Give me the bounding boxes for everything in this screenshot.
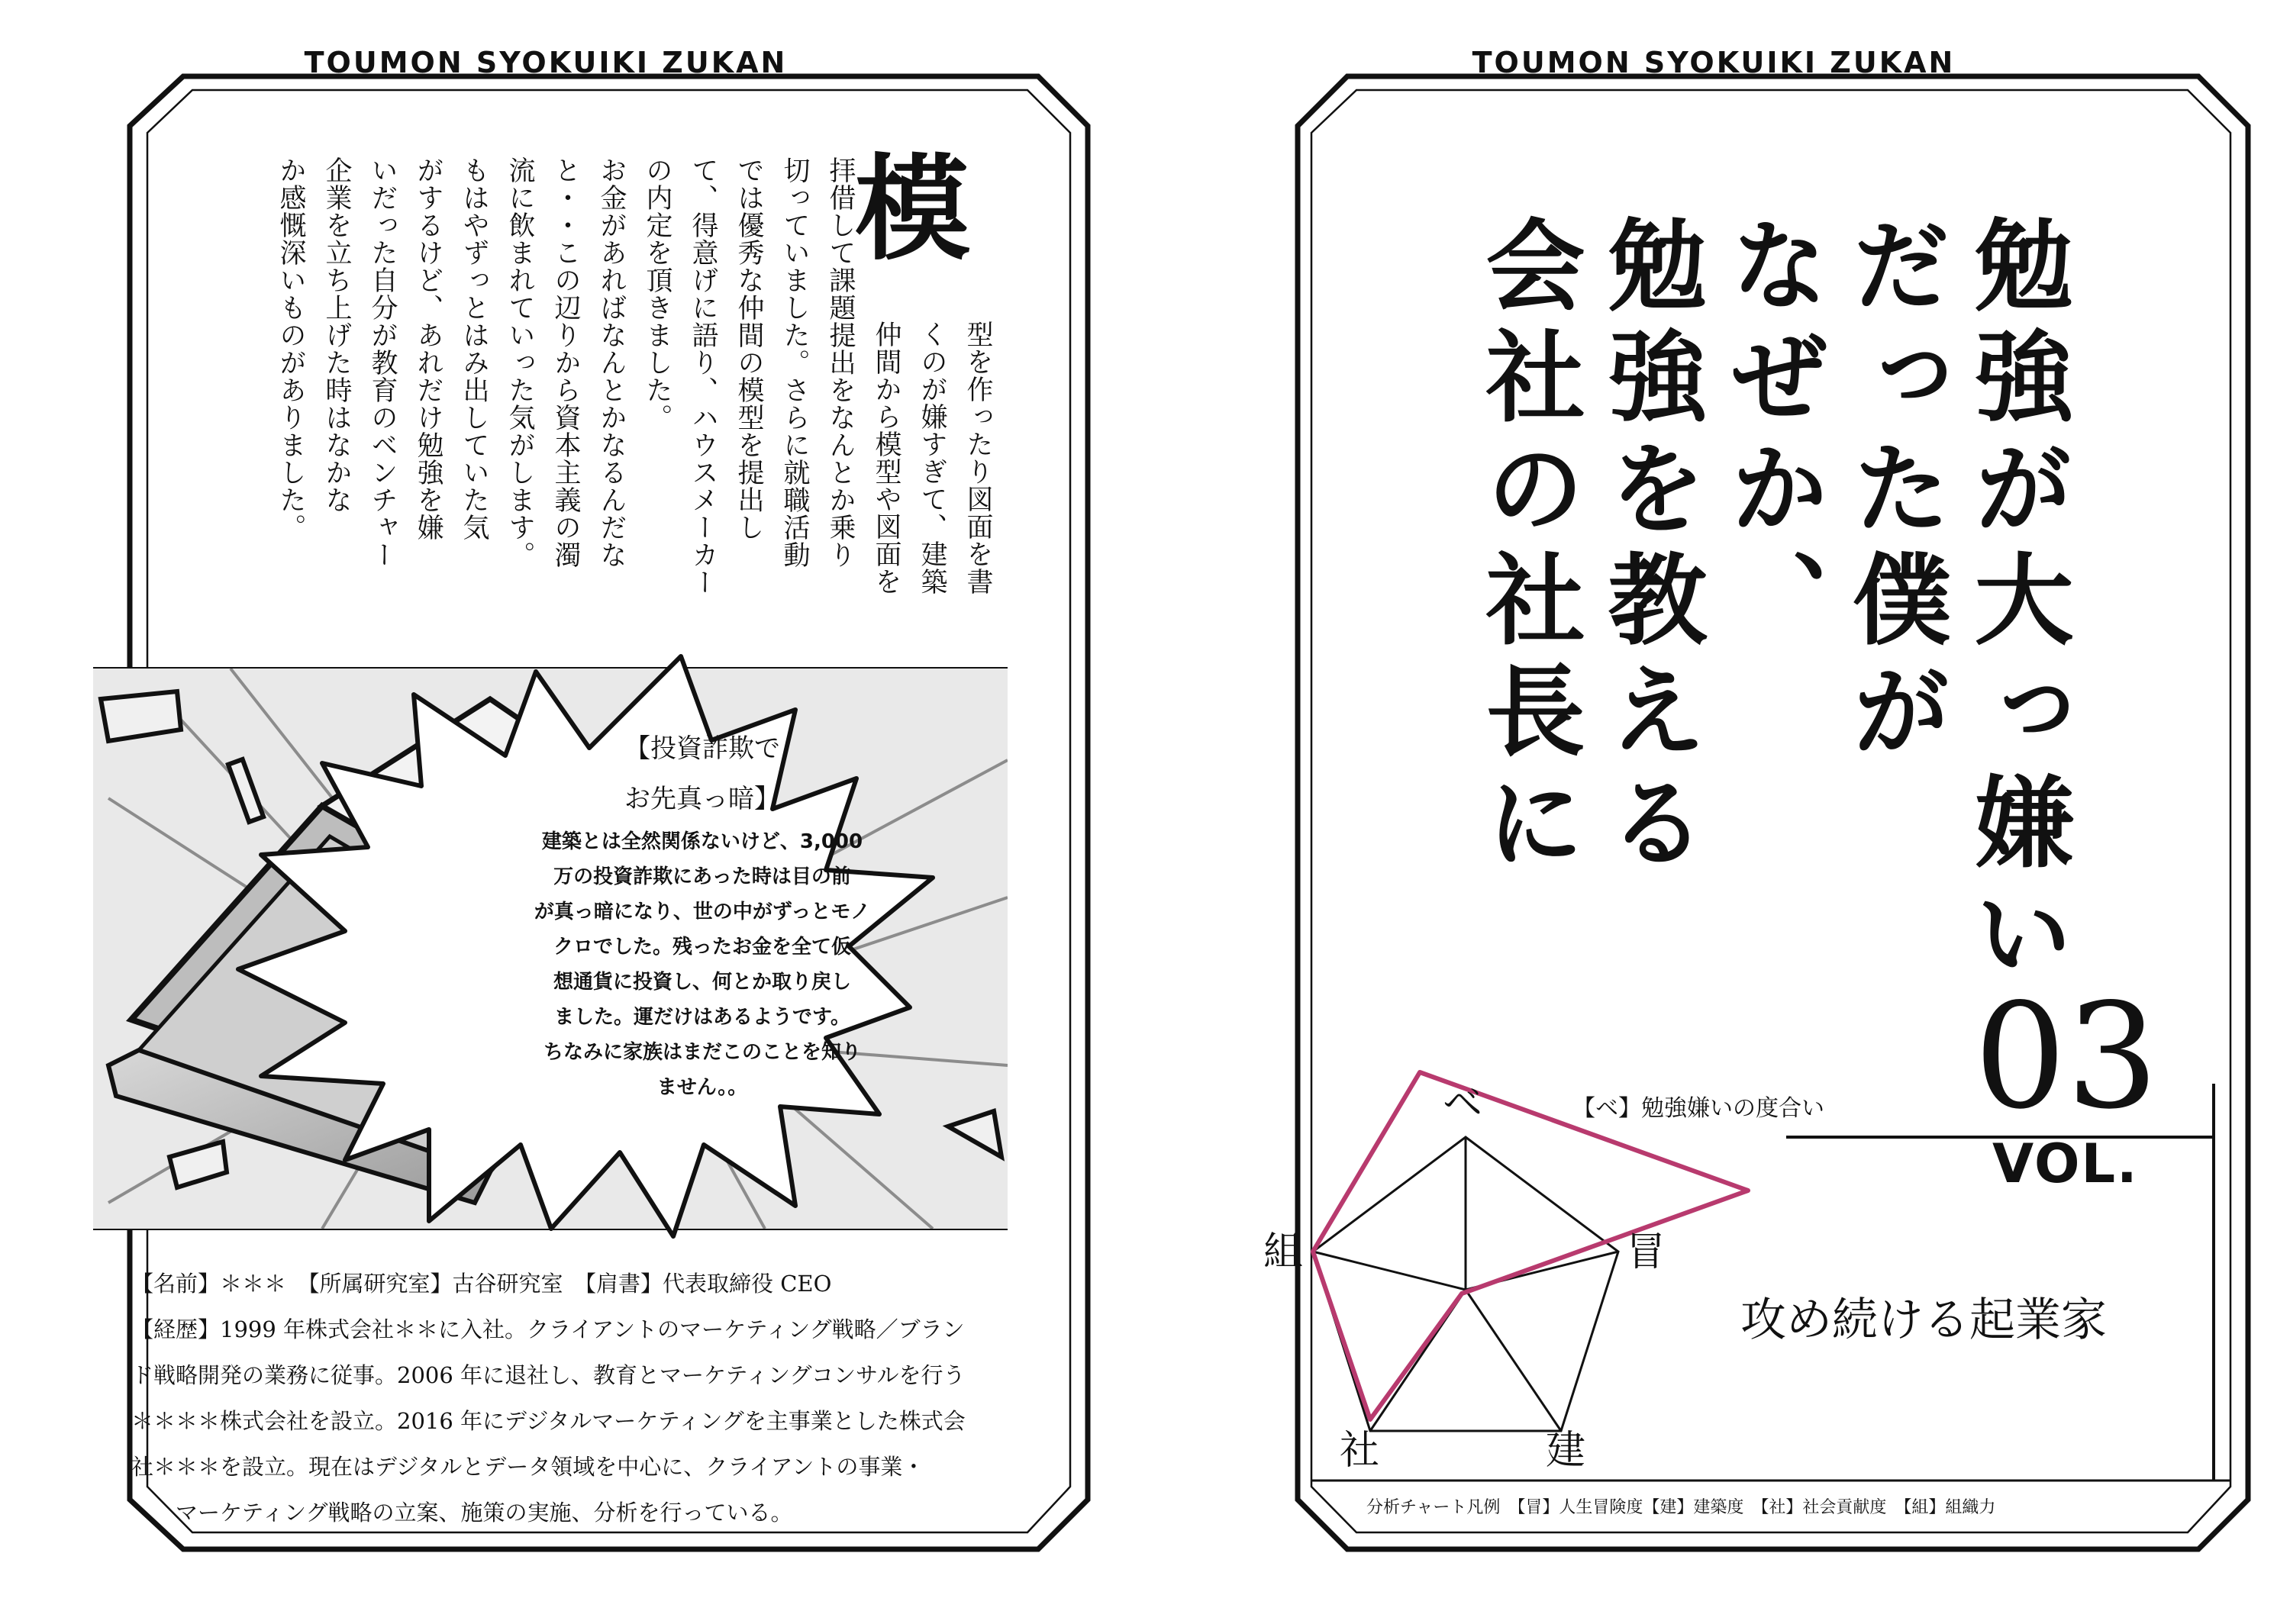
axis-label-so: 組 (1263, 1229, 1304, 1275)
radar-spoke (1313, 1252, 1466, 1290)
axis-label-sha: 社 (1340, 1428, 1380, 1474)
speech-body-line: 想通貨に投資し、何とか取り戻し (553, 971, 851, 994)
story-col: 企業を立ち上げた時はなかな (321, 156, 352, 514)
title-col-4: 勉強を教える (1592, 214, 1708, 882)
bio-line: ＊＊＊＊株式会社を設立。2016 年にデジタルマーケティングを主事業とした株式会 (131, 1408, 966, 1434)
title-col-1: 勉強が大っ嫌い (1958, 214, 2074, 994)
story-col: と・・この辺りから資本主義の濁 (550, 156, 581, 569)
bio-line: 社＊＊＊を設立。現在はデジタルとデータ領域を中心に、クライアントの事業・ (131, 1454, 925, 1480)
speech-title-line-1: 【投資詐欺で (624, 733, 780, 764)
bio-line: ド戦略開発の業務に従事。2006 年に退社し、教育とマーケティングコンサルを行う (131, 1362, 966, 1388)
story-col: お金があればなんとかなるんだな (596, 156, 627, 569)
bio-line: 【経歴】1999 年株式会社＊＊に入社。クライアントのマーケティング戦略／ブラン (131, 1316, 965, 1342)
story-col: て、得意げに語り、ハウスメーカー (688, 156, 718, 596)
title-col-5: 会社の社長に (1469, 214, 1585, 882)
story-col: か感慨深いものがありました。 (276, 156, 306, 541)
story-col: 型を作ったり図面を書 (963, 321, 993, 595)
story-col: いだった自分が教育のベンチャー (367, 156, 398, 569)
story-col: がするけど、あれだけ勉強を嫌 (413, 156, 443, 541)
story-col: 流に飲まれていった気がします。 (505, 156, 535, 569)
story-col: くのが嫌すぎて、建築 (917, 321, 947, 595)
be-legend: 【ベ】勉強嫌いの度合い (1572, 1095, 1824, 1122)
speech-body-line: ちなみに家族はまだこのことを知り (543, 1041, 861, 1064)
catchphrase: 攻め続ける起業家 (1740, 1294, 2107, 1347)
story-col: 仲間から模型や図面を (871, 321, 901, 595)
title-col-3: なぜか、 (1714, 214, 1830, 659)
speech-body-line: が真っ暗になり、世の中がずっとモノ (534, 901, 871, 923)
radar-spoke (1466, 1290, 1561, 1431)
speech-body-line: 建築とは全然関係ないけど、3,000 (541, 830, 863, 853)
bio-line: マーケティング戦略の立案、施策の実施、分析を行っている。 (131, 1500, 793, 1526)
right-header: TOUMON SYOKUIKI ZUKAN (1472, 46, 1956, 79)
left-header: TOUMON SYOKUIKI ZUKAN (304, 46, 788, 79)
title-col-2: だった僕が (1836, 214, 1952, 771)
story-col: では優秀な仲間の模型を提出し (734, 156, 764, 541)
big-kanji: 模 (855, 143, 970, 276)
speech-body-line: クロでした。残ったお金を全て仮 (553, 936, 851, 959)
story-col: 拝借して課題提出をなんとか乗り (825, 156, 856, 569)
issue-number: 03 (1974, 972, 2159, 1141)
vol-label: VOL. (1992, 1133, 2139, 1195)
speech-body-line: 万の投資詐欺にあった時は目の前 (553, 865, 851, 888)
radar-value-shape (1313, 1072, 1748, 1419)
axis-label-bou: 冒 (1626, 1229, 1666, 1275)
bio-line: 【名前】＊＊＊ 【所属研究室】古谷研究室 【肩書】代表取締役 CEO (131, 1271, 832, 1297)
story-col: 切っていました。さらに就職活動 (779, 156, 810, 569)
speech-body-line: ません。。 (656, 1076, 748, 1099)
speech-title-line-2: お先真っ暗】 (624, 784, 780, 814)
legend-footer: 分析チャート凡例 【冒】人生冒険度【建】建築度 【社】社会貢献度 【組】組織力 (1366, 1498, 1996, 1517)
story-col: もはやずっとはみ出していた気 (459, 156, 489, 541)
story-col: の内定を頂きました。 (642, 156, 672, 431)
axis-label-ken: 建 (1546, 1428, 1586, 1474)
speech-body-line: ました。運だけはあるようです。 (554, 1006, 850, 1029)
axis-label-be: ベ (1443, 1081, 1483, 1126)
